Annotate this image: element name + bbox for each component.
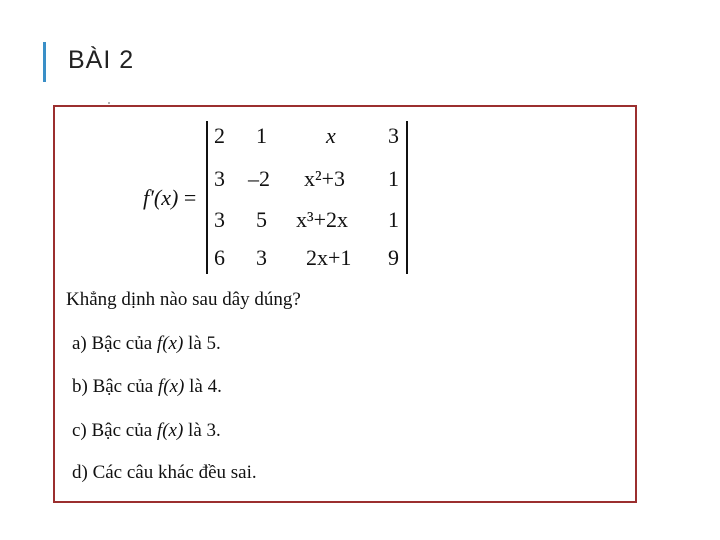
equals-sign: = (183, 185, 197, 210)
det-cell-r3c1: 3 (214, 207, 225, 232)
function-label (143, 185, 196, 211)
title-accent-bar (43, 42, 46, 82)
det-cell-r1c2: 1 (256, 123, 267, 148)
det-cell-r1c1: 2 (214, 123, 225, 148)
option-b[interactable] (72, 376, 222, 398)
option-a[interactable] (72, 333, 221, 355)
option-b-function: f(x) (157, 376, 185, 397)
option-c-suffix: là 3. (188, 420, 221, 441)
det-cell-r3c3: x³+2x (296, 207, 349, 232)
det-cell-r4c2: 3 (256, 245, 267, 270)
option-b-prefix: b) Bậc của (72, 376, 154, 397)
det-cell-r4c1: 6 (214, 245, 225, 270)
det-cell-r3c4: 1 (388, 207, 399, 232)
det-cell-r4c4: 9 (388, 245, 399, 270)
det-cell-r2c4: 1 (388, 166, 399, 191)
option-c-function: f(x) (156, 420, 184, 441)
det-cell-r1c3: x (326, 123, 336, 148)
option-d[interactable]: d) Các câu khác đều sai. (72, 462, 257, 483)
function-name: f′(x) (143, 185, 179, 210)
det-cell-r2c1: 3 (214, 166, 225, 191)
slide-title: BÀI 2 (68, 46, 135, 74)
det-cell-r4c3: 2x+1 (306, 245, 352, 270)
stray-dot (108, 102, 110, 104)
det-cell-r2c3: x²+3 (304, 166, 346, 191)
option-a-suffix: là 5. (188, 333, 221, 354)
det-cell-r1c4: 3 (388, 123, 399, 148)
determinant (206, 121, 408, 274)
question-text: Khẳng dịnh nào sau dây dúng? (66, 289, 301, 310)
option-b-suffix: là 4. (189, 376, 222, 397)
det-cell-r3c2: 5 (256, 207, 267, 232)
option-c[interactable] (72, 420, 221, 442)
option-c-prefix: c) Bậc của (72, 420, 153, 441)
option-a-prefix: a) Bậc của (72, 333, 153, 354)
option-a-function: f(x) (156, 333, 184, 354)
det-cell-r2c2: –2 (248, 166, 270, 191)
